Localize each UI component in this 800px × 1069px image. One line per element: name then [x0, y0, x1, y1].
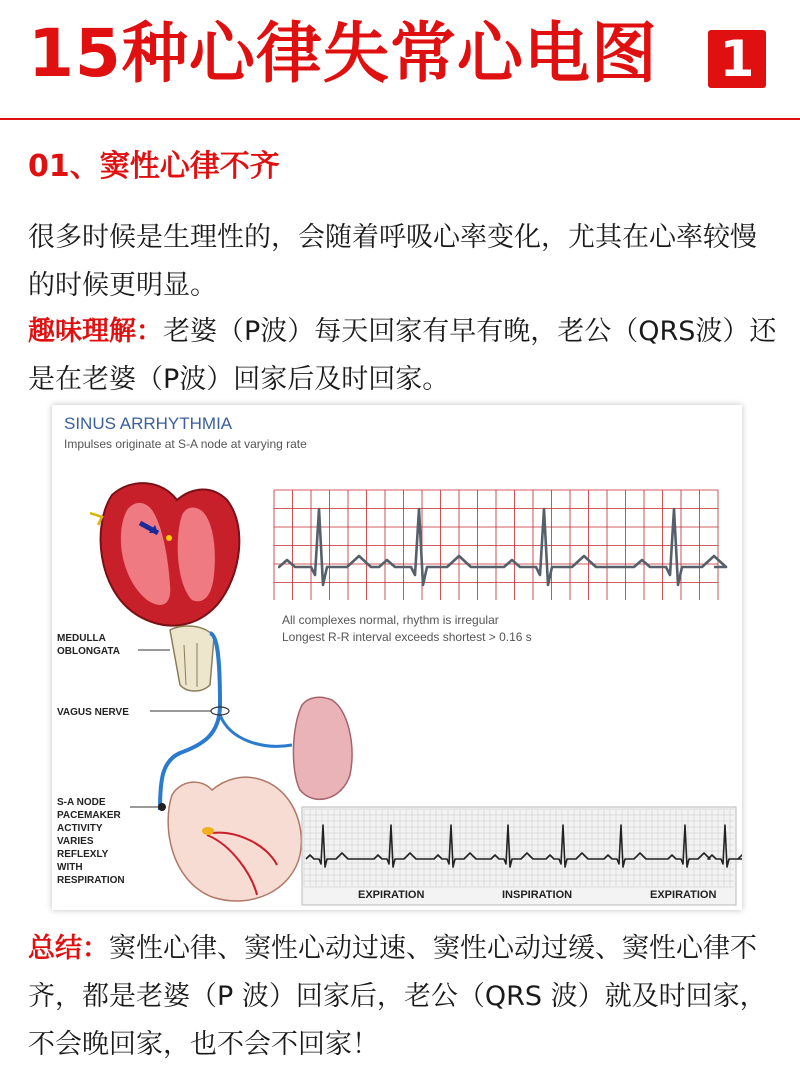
summary-label: 总结： — [28, 933, 109, 964]
strip-label-expiration-right: EXPIRATION — [650, 889, 717, 901]
fun-explain-paragraph — [28, 308, 778, 404]
fun-explain-label: 趣味理解： — [28, 316, 163, 347]
figure-title: SINUS ARRHYTHMIA — [64, 414, 233, 433]
label-sa-1: S-A NODE — [57, 797, 106, 808]
label-sa-5: REFLEXLY — [57, 849, 109, 860]
strip-label-inspiration: INSPIRATION — [502, 889, 573, 901]
figure-caption-1: All complexes normal, rhythm is irregular — [282, 613, 499, 627]
upper-ecg-grid — [274, 490, 718, 600]
intro-paragraph: 很多时候是生理性的，会随着呼吸心率变化，尤其在心率较慢的时候更明显。 — [28, 222, 757, 301]
medulla-illustration — [170, 626, 214, 691]
section-heading: 01、窦性心律不齐 — [28, 149, 280, 184]
lung-illustration — [293, 697, 352, 799]
title-bar — [0, 0, 800, 110]
label-sa-7: RESPIRATION — [57, 875, 125, 886]
page-number-badge: 1 — [708, 30, 766, 88]
figure-caption-2: Longest R-R interval exceeds shortest > 0.16 s — [282, 630, 532, 644]
heart-illustration — [90, 483, 239, 625]
fun-explain-text: 老婆（P波）每天回家有早有晚，老公（QRS波）还是在老婆（P波）回家后及时回家。 — [28, 316, 777, 395]
figure-svg — [52, 405, 742, 910]
label-medulla-1: MEDULLA — [57, 633, 106, 644]
label-sa-6: WITH — [57, 862, 83, 873]
label-vagus: VAGUS NERVE — [57, 707, 129, 718]
title-divider — [0, 118, 800, 120]
lower-heart-illustration — [168, 777, 301, 901]
label-sa-3: ACTIVITY — [57, 823, 103, 834]
summary-paragraph — [28, 925, 778, 1069]
sinus-arrhythmia-figure — [52, 405, 742, 910]
summary-text: 窦性心律、窦性心动过速、窦性心动过缓、窦性心律不齐，都是老婆（P 波）回家后，老公（QRS 波）就及时回家，不会晚回家，也不会不回家！ — [28, 933, 767, 1060]
strip-label-expiration-left: EXPIRATION — [358, 889, 425, 901]
page-title: 15种心律失常心电图 — [28, 15, 658, 92]
label-sa-4: VARIES — [57, 836, 94, 847]
label-medulla-2: OBLONGATA — [57, 646, 120, 657]
figure-subtitle: Impulses originate at S-A node at varying rate — [64, 437, 307, 451]
label-sa-2: PACEMAKER — [57, 810, 121, 821]
upper-ecg-trace — [278, 509, 726, 585]
